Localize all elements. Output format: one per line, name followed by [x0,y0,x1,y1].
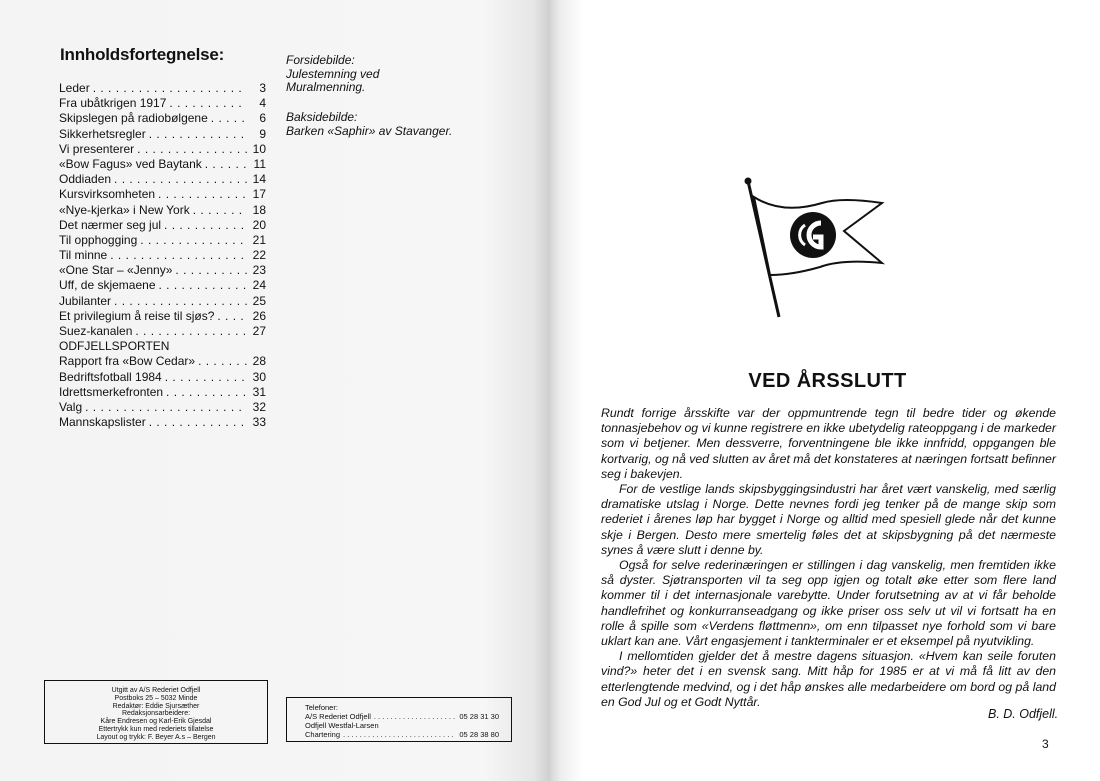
toc-entry [59,218,266,233]
toc-leader-dots [135,324,247,339]
toc-leader-dots [158,187,247,202]
toc-entry [59,233,266,248]
toc-leader-dots [217,309,247,324]
toc-entry-title: Valg [59,399,83,414]
toc-entry [59,385,266,400]
toc-entry [59,324,266,339]
telephone-name: A/S Rederiet Odfjell [305,712,371,721]
toc-leader-dots [193,203,247,218]
toc-leader-dots [169,96,247,111]
toc-entry-title: Rapport fra «Bow Cedar» [59,354,196,369]
back-cover-label: Baksidebilde: [286,110,358,124]
toc-entry-title: Til opphogging [59,232,138,247]
toc-entry-page: 23 [252,263,266,278]
front-cover-line: Julestemning ved [286,66,380,81]
page-number: 3 [1042,737,1049,751]
article-paragraph: For de vestlige lands skipsbyggingsindustri har året vært vanskelig, med særlig dramatiske utslag i Norge. Dette nevnes fordi jeg tenker på de mange skip som rederiet i årenes løp har bygget i Norge og alltid med spesiell glede når det kunne skje i Bergen. Desto mere smertelig føles det at skipsbygning på det nærmeste synes å være slutt i denne by. [601,482,1056,557]
toc-entry [59,172,266,187]
publisher-line: Postboks 25 – 5032 Minde [114,694,198,702]
toc-entry-title: «One Star – «Jenny» [59,263,173,278]
toc-leader-dots [159,278,248,293]
toc-entry-page: 30 [252,369,266,384]
toc-entry-title: Et privilegium å reise til sjøs? [59,308,215,323]
toc-entry-title: Vi presenterer [59,141,135,156]
toc-entry-title: Skipslegen på radiobølgene [59,111,208,126]
toc-entry-title: «Bow Fagus» ved Baytank [59,156,202,171]
publisher-line: Layout og trykk: F. Beyer A.s – Bergen [96,733,216,741]
telephone-row [305,712,499,721]
toc-entry-page: 27 [252,324,266,338]
front-cover-line: Muralmenning. [286,80,366,94]
toc-entry [59,263,266,278]
toc-entry [59,111,266,126]
toc-entry [59,248,266,263]
toc-entry-title: Idrettsmerkefronten [59,384,164,399]
toc-entry [59,354,266,369]
toc-leader-dots [175,263,247,278]
toc-leader-dots [149,127,247,142]
toc-entry-title: Uff, de skjemaene [59,278,156,293]
toc-entry-page: 24 [252,278,266,293]
toc-entry [59,142,266,157]
toc-leader-dots [164,218,247,233]
toc-entry [59,415,266,430]
toc-entry-page: 25 [252,293,266,308]
toc-entry-page: 28 [252,354,266,369]
toc-entry-page: 3 [259,81,266,95]
toc-entry-page: 22 [252,248,266,263]
article-paragraph: Rundt forrige årsskifte var der oppmuntrende tegn til bedre tider og økende tonnasjebehov og vi kunne registrere en ikke ubetydelig rateoppgang i de markeder som vi betjener. Men dessverre, forventningene ble ikke innfridd, oppgangen ble kortvarig, og nå ved slutten av året må det konstateres at næringen fortsatt befinner seg i bakevjen. [601,406,1056,481]
toc-entry-title: «Nye-kjerka» i New York [59,202,190,217]
toc-entry-page: 18 [252,202,266,217]
toc-entry-title: Bedriftsfotball 1984 [59,369,162,384]
toc-leader-dots [114,294,247,309]
toc-entry [59,339,266,354]
toc-entry-title: Kursvirksomheten [59,187,156,202]
telephone-name: Chartering [305,730,341,739]
telephone-number: 05 28 38 80 [459,730,499,739]
publisher-line: Kåre Endresen og Karl-Erik Gjesdal [100,718,212,726]
toc-entry [59,278,266,293]
toc-leader-dots [85,400,247,415]
toc-entry-title: Jubilanter [59,293,112,308]
table-of-contents [59,81,266,430]
toc-entry-page: 33 [252,415,266,430]
article-paragraph: Også for selve rederinæringen er stillingen i dag vanskelig, men fremtiden ikke så dyster. Sjøtransporten vil ta seg opp igjen og totalt øke etter som flere land kommer til i det internasjonale varebytte. Under forutsetning av at vi får beholde handlefrihet og konkurranseadgang og ikke priser oss selv ut vil vi fortsatt ha en rolle å spille som «Verdens fløttmenn», om enn tilpasset nye forhold som vi bare uklart kan ane. Vårt engasjement i tankterminaler er et eksempel på nyutvikling. [601,558,1056,649]
toc-entry-page: 6 [259,111,266,126]
toc-leader-dots [166,385,247,400]
toc-entry-page: 4 [259,96,266,111]
toc-entry-page: 32 [252,399,266,414]
toc-leader-dots [149,415,247,430]
toc-entry [59,96,266,111]
toc-leader-dots [137,142,247,157]
toc-entry-title: Til minne [59,248,108,263]
toc-entry-title: Det nærmer seg jul [59,217,162,232]
telephone-row [305,721,499,730]
toc-entry-page: 14 [252,172,266,187]
toc-entry-page: 20 [252,217,266,232]
toc-entry [59,81,266,96]
telephone-row [305,730,499,739]
back-cover-note [286,111,466,138]
toc-entry [59,370,266,385]
front-cover-note [286,54,436,95]
front-cover-label: Forsidebilde: [286,53,355,67]
toc-entry-page: 21 [252,232,266,247]
signature: B. D. Odfjell. [988,707,1059,721]
toc-entry [59,127,266,142]
toc-entry-page: 17 [252,187,266,202]
telephone-box [286,697,512,742]
toc-entry-page: 31 [252,384,266,399]
toc-entry-page: 26 [252,308,266,323]
publisher-line: Redaksjonsarbeidere: [121,710,191,718]
toc-entry [59,400,266,415]
toc-entry-title: Oddiaden [59,172,112,187]
article-headline: VED ÅRSSLUTT [748,370,907,392]
toc-leader-dots [211,111,247,126]
toc-entry-page: 10 [252,141,266,156]
toc-entry-title: Fra ubåtkrigen 1917 [59,96,167,111]
back-cover-text: Barken «Saphir» av Stavanger. [286,123,453,138]
toc-entry-title: Leder [59,81,90,95]
toc-entry-title: Suez-kanalen [59,324,133,338]
toc-entry-page: 9 [259,126,266,141]
publisher-line: Utgitt av A/S Rederiet Odfjell [111,687,201,694]
telephone-name: Odfjell Westfal-Larsen [305,721,379,730]
telephone-label: Telefoner: [305,703,338,712]
toc-entry-title: ODFJELLSPORTEN [59,339,170,354]
toc-leader-dots [205,157,247,172]
toc-leader-dots [114,172,247,187]
toc-leader-dots [165,370,247,385]
toc-entry [59,309,266,324]
article-body [601,406,1056,710]
toc-leader-dots [93,81,247,96]
toc-entry [59,187,266,202]
toc-entry-title: Mannskapslister [59,415,146,430]
toc-leader-dots [140,233,247,248]
toc-entry [59,294,266,309]
toc-entry-title: Sikkerhetsregler [59,126,146,141]
odfjell-flag-icon [742,175,887,325]
publisher-line: Redaktør: Eddie Sjursæther [112,702,200,710]
article-paragraph: I mellomtiden gjelder det å mestre dagens situasjon. «Hvem kan seile foruten vind?» heter det i en svensk sang. Mitt håp for 1985 er at vi må få litt av den etterlengtende medvind, og i det håp ønskes alle medarbeidere om bord og på land en God Jul og et Godt Nyttår. [601,649,1056,709]
toc-leader-dots [198,354,247,369]
telephone-number: 05 28 31 30 [459,712,499,721]
publisher-box [44,680,268,744]
toc-leader-dots [110,248,247,263]
toc-entry-page: 11 [253,156,266,171]
publisher-line: Ettertrykk kun med rederiets tillatelse [98,725,214,733]
toc-entry [59,203,266,218]
toc-title: Innholdsfortegnelse: [60,45,225,64]
toc-entry [59,157,266,172]
